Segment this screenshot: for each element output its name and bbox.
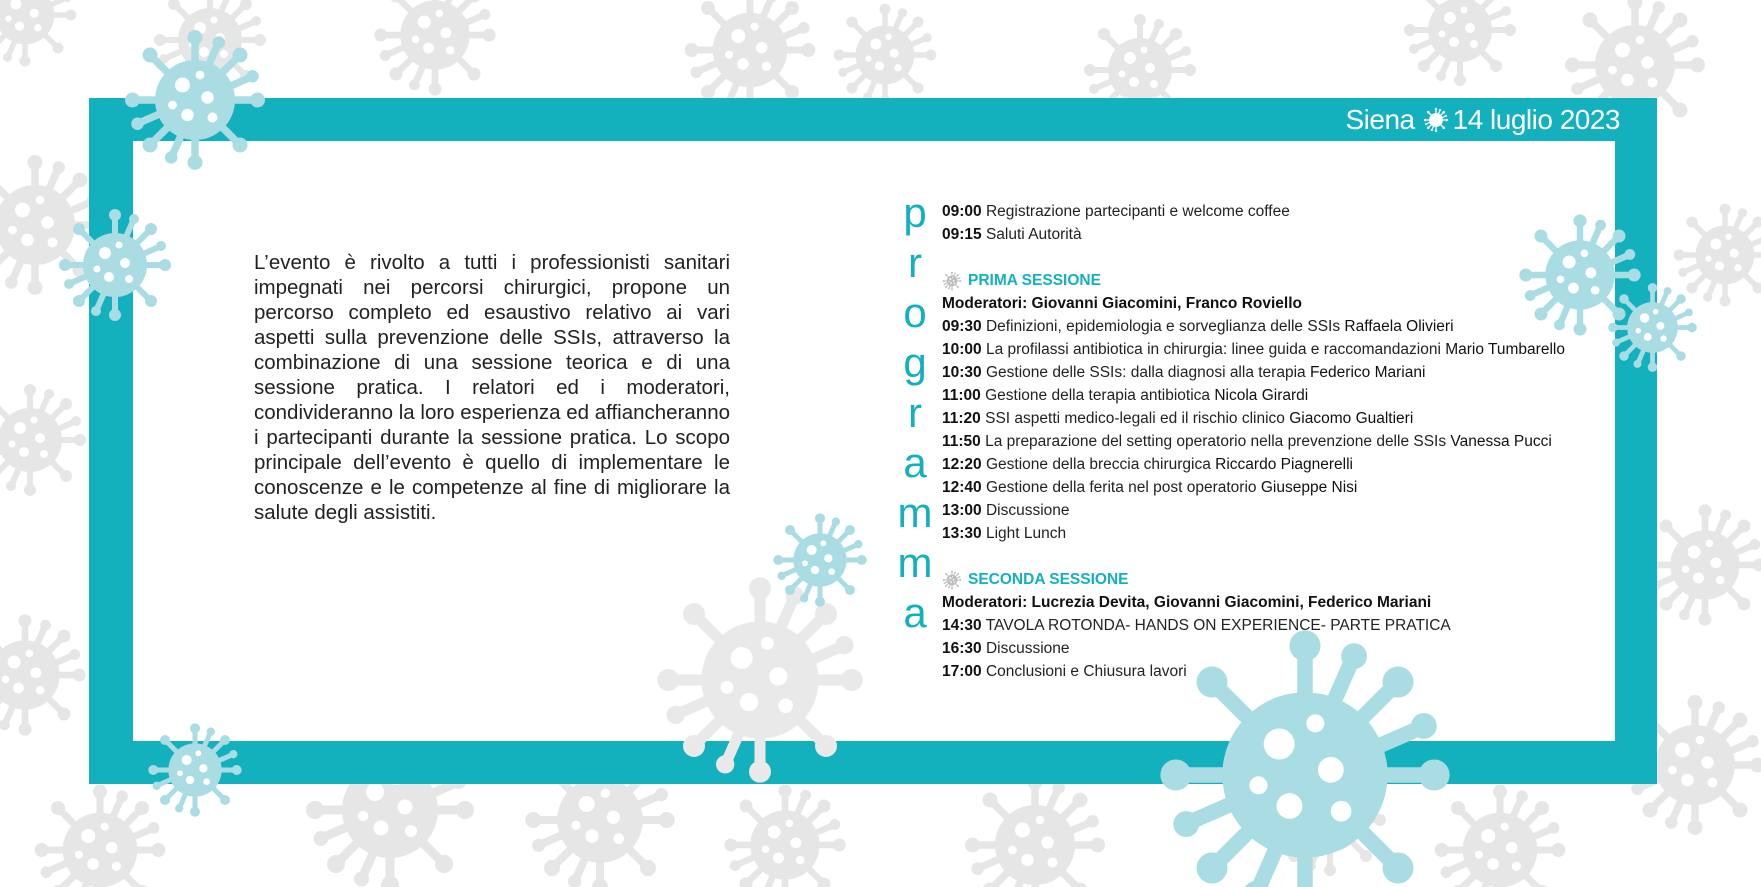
- schedule-item: [942, 200, 1622, 223]
- schedule-title: Discussione: [985, 640, 1070, 657]
- schedule-speaker: Giuseppe Nisi: [1260, 479, 1358, 496]
- schedule-title: Gestione della breccia chirurgica: [985, 456, 1211, 473]
- schedule-time: 11:50: [942, 433, 981, 450]
- vertical-letter: m: [897, 539, 933, 586]
- schedule-item: [942, 614, 1622, 637]
- schedule-item: [942, 453, 1622, 476]
- vertical-letter: a: [903, 589, 927, 636]
- vertical-letter: p: [903, 189, 927, 236]
- schedule-speaker: Giacomo Gualtieri: [1289, 410, 1414, 427]
- session-moderators: Moderatori: Giovanni Giacomini, Franco Roviello: [942, 295, 1302, 312]
- schedule-title: Discussione: [985, 502, 1070, 519]
- schedule-item: [942, 476, 1622, 499]
- schedule-title: TAVOLA ROTONDA- HANDS ON EXPERIENCE- PARTE PRATICA: [985, 617, 1451, 634]
- schedule-time: 11:20: [942, 410, 981, 427]
- schedule-item: [942, 660, 1622, 683]
- schedule-time: 17:00: [942, 663, 982, 680]
- schedule-time: 13:00: [942, 502, 982, 519]
- vertical-letter: m: [897, 489, 933, 536]
- schedule-title: Light Lunch: [985, 525, 1067, 542]
- schedule-title: SSI aspetti medico-legali ed il rischio clinico: [985, 410, 1285, 427]
- schedule-time: 10:00: [942, 341, 982, 358]
- schedule-title: Saluti Autorità: [985, 226, 1082, 243]
- schedule-item: [942, 637, 1622, 660]
- programma-vertical-label: [897, 188, 933, 638]
- schedule-title: Conclusioni e Chiusura lavori: [985, 663, 1187, 680]
- program-schedule: [942, 200, 1622, 683]
- vertical-letter: g: [903, 339, 927, 386]
- schedule-item: [942, 407, 1622, 430]
- schedule-title: Gestione della ferita nel post operatorio: [985, 479, 1257, 496]
- schedule-time: 09:15: [942, 226, 982, 243]
- schedule-speaker: Federico Mariani: [1309, 364, 1426, 381]
- schedule-time: 11:00: [942, 387, 981, 404]
- schedule-item: [942, 361, 1622, 384]
- session-title: [942, 568, 1622, 591]
- vertical-letter: r: [908, 389, 922, 436]
- schedule-item: [942, 338, 1622, 361]
- schedule-time: 12:20: [942, 456, 982, 473]
- schedule-item: [942, 499, 1622, 522]
- schedule-item: [942, 223, 1622, 246]
- vertical-letter: a: [903, 439, 927, 486]
- event-description: L’evento è rivolto a tutti i professionisti sanitari impegnati nei percorsi chirurgici, propone un percorso completo ed esaustivo relativo ai vari aspetti sulla prevenzione delle SSIs, attraverso la combinazione di una sessione teorica e di una sessione pratica. I relatori ed i moderatori, condivideranno la loro esperienza ed affiancheranno i partecipanti durante la sessione pratica. Lo scopo principale dell’evento è quello di implementare le conoscenze e le competenze al fine di migliorare la salute degli assistiti.: [254, 251, 731, 524]
- schedule-title: La preparazione del setting operatorio nella prevenzione delle SSIs: [985, 433, 1447, 450]
- virus-icon: [942, 271, 962, 291]
- session-title-label: PRIMA SESSIONE: [968, 272, 1101, 289]
- schedule-title: Gestione delle SSIs: dalla diagnosi alla terapia: [985, 364, 1306, 381]
- schedule-title: Registrazione partecipanti e welcome coffee: [985, 203, 1290, 220]
- schedule-speaker: Raffaela Olivieri: [1344, 318, 1454, 335]
- schedule-title: Definizioni, epidemiologia e sorveglianza delle SSIs: [985, 318, 1341, 335]
- schedule-title: La profilassi antibiotica in chirurgia: linee guida e raccomandazioni: [985, 341, 1441, 358]
- schedule-item: [942, 430, 1622, 453]
- event-city: Siena: [1345, 104, 1415, 135]
- schedule-item: [942, 522, 1622, 545]
- schedule-item: [942, 315, 1622, 338]
- session-moderators: Moderatori: Lucrezia Devita, Giovanni Giacomini, Federico Mariani: [942, 594, 1432, 611]
- session-title: [942, 269, 1622, 292]
- session-title-label: SECONDA SESSIONE: [968, 571, 1129, 588]
- schedule-time: 09:00: [942, 203, 982, 220]
- schedule-speaker: Nicola Girardi: [1214, 387, 1309, 404]
- schedule-speaker: Mario Tumbarello: [1445, 341, 1565, 358]
- event-date: 14 luglio 2023: [1452, 104, 1620, 135]
- schedule-speaker: Riccardo Piagnerelli: [1215, 456, 1353, 473]
- vertical-letter: r: [908, 239, 922, 286]
- virus-icon: [1423, 107, 1449, 133]
- schedule-time: 13:30: [942, 525, 982, 542]
- event-location-date: [1280, 100, 1620, 140]
- schedule-time: 10:30: [942, 364, 982, 381]
- schedule-time: 16:30: [942, 640, 982, 657]
- vertical-letter: o: [903, 289, 927, 336]
- schedule-item: [942, 384, 1622, 407]
- virus-icon: [942, 570, 962, 590]
- schedule-time: 12:40: [942, 479, 982, 496]
- schedule-time: 14:30: [942, 617, 982, 634]
- schedule-time: 09:30: [942, 318, 982, 335]
- schedule-title: Gestione della terapia antibiotica: [985, 387, 1211, 404]
- schedule-speaker: Vanessa Pucci: [1450, 433, 1552, 450]
